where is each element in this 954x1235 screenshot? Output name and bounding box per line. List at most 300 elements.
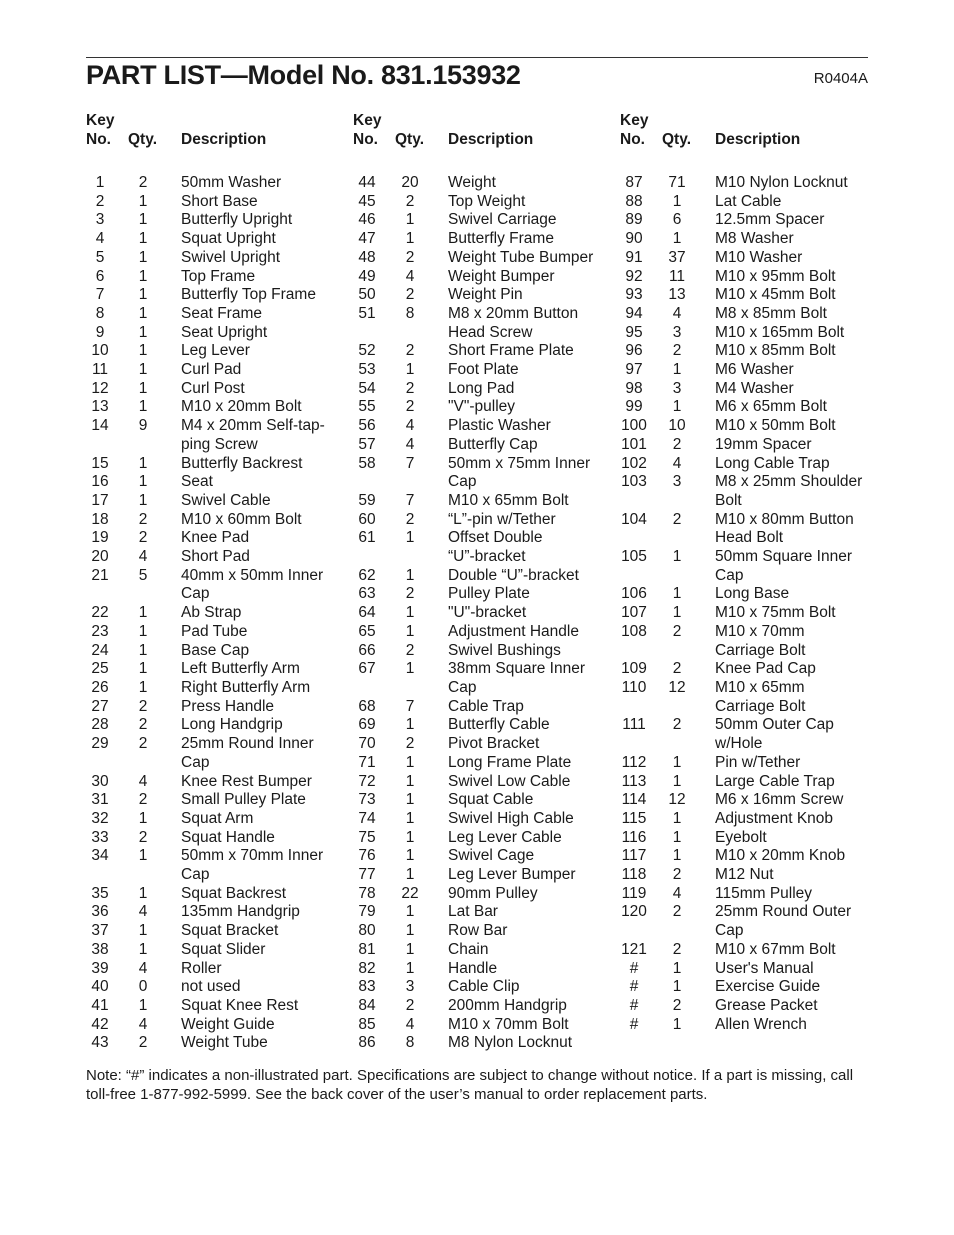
part-description: Leg Lever Bumper [448,866,576,884]
quantity: 12 [668,678,686,696]
part-description: M10 x 20mm Bolt [181,398,302,416]
key-number: 117 [621,847,647,865]
part-row [620,193,890,212]
quantity: 1 [672,548,682,566]
part-row [620,679,890,716]
key-number: 67 [358,660,376,678]
part-row [86,193,356,212]
quantity: 2 [672,716,682,734]
quantity: 1 [138,884,148,902]
part-description: Offset Double “U”-bracket [448,529,543,566]
quantity: 4 [138,1015,148,1033]
part-row [620,847,890,866]
key-number: 2 [95,192,105,210]
key-number: 48 [358,248,376,266]
quantity: 1 [138,230,148,248]
part-description: Curl Pad [181,361,242,379]
quantity: 13 [668,286,686,304]
part-description: M10 x 95mm Bolt [715,267,836,285]
key-number: 38 [91,940,109,958]
part-row [86,604,356,623]
part-description: Foot Plate [448,361,519,379]
part-description: M10 Nylon Locknut [715,174,848,191]
part-description: Swivel Carriage [448,211,557,229]
part-description: 115mm Pulley [715,884,813,902]
part-description: Squat Slider [181,940,266,958]
part-row [86,773,356,792]
quantity: 1 [138,809,148,827]
part-row [86,735,356,772]
part-row [86,174,356,193]
part-description: Knee Pad Cap [715,660,816,678]
document-code: R0404A [813,70,868,87]
quantity: 3 [672,379,682,397]
part-description: Weight Pin [448,286,523,304]
part-description: Short Base [181,192,258,210]
key-number: 80 [358,922,376,940]
part-row [353,941,623,960]
part-description: Squat Backrest [181,884,287,902]
quantity: 1 [405,753,415,771]
part-description: "U"-bracket [448,604,527,622]
part-row [620,455,890,474]
part-row [620,829,890,848]
quantity: 1 [138,940,148,958]
part-row [86,511,356,530]
quantity: 2 [672,903,682,921]
quantity: 2 [405,342,415,360]
quantity: 1 [405,903,415,921]
part-description: 50mm Square Inner Cap [715,548,852,584]
part-description: Grease Packet [715,996,818,1014]
part-row [86,398,356,417]
quantity: 4 [405,435,415,453]
key-number: 105 [621,548,647,566]
quantity: 1 [672,230,682,248]
part-row [620,754,890,773]
key-number: 75 [358,828,376,846]
quantity: 4 [138,903,148,921]
part-row [353,922,623,941]
part-row [353,1016,623,1035]
key-number: 20 [91,548,109,566]
part-row [353,455,623,492]
part-description: Weight Guide [181,1015,275,1033]
part-row [620,398,890,417]
part-description: 40mm x 50mm Inner Cap [181,566,324,603]
part-description: M8 Nylon Locknut [448,1034,573,1052]
quantity: 11 [668,267,686,285]
key-number: 87 [625,174,643,191]
part-row [86,997,356,1016]
part-description: Long Frame Plate [448,753,572,771]
part-row [86,268,356,287]
part-row [86,829,356,848]
part-row [353,978,623,997]
part-description: Swivel Low Cable [448,772,571,790]
part-description: Handle [448,959,498,977]
key-number: 60 [358,510,376,528]
quantity: 5 [138,566,148,584]
part-row [86,342,356,361]
part-description: Butterfly Upright [181,211,293,229]
part-row [353,829,623,848]
key-header-line1: Key [86,112,115,129]
part-description: Adjustment Knob [715,809,834,827]
key-number: 64 [358,604,376,622]
key-number: 29 [91,735,109,753]
key-number: 31 [91,791,109,809]
quantity: 1 [138,660,148,678]
part-description: Weight Tube [181,1034,268,1052]
part-row [353,174,623,193]
part-row [353,398,623,417]
description-header: Description [181,131,267,148]
part-row [620,773,890,792]
part-row [86,716,356,735]
quantity: 1 [138,361,148,379]
key-number: 98 [625,379,643,397]
key-number: 18 [91,510,109,528]
part-row [620,286,890,305]
quantity: 1 [138,491,148,509]
key-number: 115 [621,809,647,827]
key-number: 11 [91,361,109,379]
part-row [620,230,890,249]
part-description: 50mm Washer [181,174,282,191]
key-number: 46 [358,211,376,229]
part-description: Squat Handle [181,828,275,846]
quantity: 1 [405,660,415,678]
part-description: Swivel Upright [181,248,281,266]
key-number: 10 [91,342,109,360]
part-row [86,941,356,960]
part-row [86,791,356,810]
quantity: 2 [405,398,415,416]
key-number: 51 [358,304,376,322]
key-number: 14 [91,417,109,435]
part-row [86,305,356,324]
part-row [620,1016,890,1035]
part-row [353,642,623,661]
part-row [353,492,623,511]
key-number: 3 [95,211,105,229]
part-description: 50mm Outer Cap w/Hole [715,716,834,753]
part-description: Squat Knee Rest [181,996,299,1014]
part-description: Small Pulley Plate [181,791,306,809]
key-number: 1 [95,174,105,191]
key-number: 5 [95,248,105,266]
key-number: 119 [621,884,647,902]
part-description: Adjustment Handle [448,622,579,640]
quantity: 2 [405,641,415,659]
part-description: Butterfly Cable [448,716,550,734]
key-number: 99 [625,398,643,416]
key-number: 86 [358,1034,376,1052]
part-description: Swivel High Cable [448,809,574,827]
part-description: M10 x 165mm Bolt [715,323,845,341]
quantity: 2 [138,174,148,191]
key-number: 8 [95,304,105,322]
part-row [620,511,890,548]
quantity: 2 [138,735,148,753]
part-row [620,941,890,960]
key-number: 120 [621,903,647,921]
key-number: 22 [91,604,109,622]
parts-column-3 [620,110,890,1034]
part-description: Roller [181,959,222,977]
quantity: 1 [138,996,148,1014]
key-number: 30 [91,772,109,790]
quantity: 6 [672,211,682,229]
quantity: 2 [138,1034,148,1052]
part-description: Eyebolt [715,828,767,846]
quantity: 1 [138,622,148,640]
quantity: 3 [672,323,682,341]
quantity: 2 [672,996,682,1014]
footnote: Note: “#” indicates a non-illustrated part. Specifications are subject to change without notice. If a part is missing, call toll-free 1-877-992-5999. See the back cover of the user’s manual to order replacement parts. [86,1067,854,1103]
key-number: 92 [625,267,643,285]
part-row [86,978,356,997]
key-number: # [629,978,639,996]
quantity: 1 [138,847,148,865]
key-number: 94 [625,304,643,322]
part-description: Pivot Bracket [448,735,540,753]
key-number: 59 [358,491,376,509]
part-row [620,548,890,585]
part-row [86,230,356,249]
part-row [86,1034,356,1053]
key-number: 42 [91,1015,109,1033]
part-row [620,436,890,455]
part-description: Butterfly Cap [448,435,538,453]
part-description: 50mm x 75mm Inner Cap [448,454,591,491]
part-row [86,380,356,399]
part-description: Chain [448,940,489,958]
key-number: 44 [358,174,376,191]
key-number: 19 [91,529,109,547]
part-row [620,997,890,1016]
part-description: Short Pad [181,548,250,566]
quantity: 1 [672,828,682,846]
quantity: 22 [401,884,419,902]
quantity: 0 [138,978,148,996]
quantity: 1 [405,230,415,248]
part-row [353,698,623,717]
key-number: 91 [625,248,643,266]
quantity: 4 [672,304,682,322]
key-number: 76 [358,847,376,865]
part-description: M8 x 25mm Shoulder Bolt [715,473,863,509]
part-row [86,455,356,474]
quantity: 8 [405,304,415,322]
part-description: User's Manual [715,959,814,977]
quantity: 2 [672,660,682,678]
part-row [86,960,356,979]
quantity: 1 [405,847,415,865]
part-description: Plastic Washer [448,417,551,435]
quantity: 2 [672,622,682,640]
quantity: 1 [405,809,415,827]
key-number: 72 [358,772,376,790]
top-rule [86,57,868,58]
key-number: # [629,1015,639,1033]
key-number: 12 [91,379,109,397]
quantity: 3 [672,473,682,491]
key-number: 13 [91,398,109,416]
part-description: Leg Lever [181,342,250,360]
part-description: M4 x 20mm Self-tap- ping Screw [181,417,325,453]
key-number: 112 [621,753,647,771]
part-row [353,585,623,604]
quantity: 1 [138,211,148,229]
quantity: 4 [405,417,415,435]
quantity: 2 [405,286,415,304]
part-row [353,623,623,642]
key-number: 85 [358,1015,376,1033]
key-number: 78 [358,884,376,902]
key-number: 53 [358,361,376,379]
part-description: Swivel Cage [448,847,535,865]
quantity: 1 [405,959,415,977]
key-number: 79 [358,903,376,921]
part-row [353,866,623,885]
key-number: 17 [91,491,109,509]
quantity: 1 [672,978,682,996]
key-number: 55 [358,398,376,416]
part-description: Cable Clip [448,978,520,996]
part-description: M10 x 75mm Bolt [715,604,836,622]
part-row [620,473,890,510]
part-row [86,847,356,884]
part-description: Butterfly Frame [448,230,554,248]
column-header [86,110,356,174]
qty-header: Qty. [662,131,691,148]
part-description: Long Base [715,585,790,603]
quantity: 1 [138,641,148,659]
part-row [86,567,356,604]
quantity: 2 [405,996,415,1014]
key-number: 33 [91,828,109,846]
quantity: 71 [668,174,686,191]
quantity: 2 [405,510,415,528]
parts-rows [353,174,623,1053]
part-description: Press Handle [181,697,275,715]
part-row [620,380,890,399]
part-row [86,903,356,922]
quantity: 1 [405,772,415,790]
part-row [353,529,623,566]
key-number: 54 [358,379,376,397]
quantity: 7 [405,491,415,509]
quantity: 1 [405,940,415,958]
part-row [86,885,356,904]
part-row [353,997,623,1016]
part-row [620,660,890,679]
quantity: 4 [138,772,148,790]
key-number: 77 [358,866,376,884]
part-row [86,679,356,698]
part-row [620,324,890,343]
description-header: Description [448,131,534,148]
part-row [86,492,356,511]
key-number: 34 [91,847,109,865]
part-description: M10 x 60mm Bolt [181,510,302,528]
part-description: M10 x 70mm Carriage Bolt [715,622,806,659]
quantity: 1 [672,753,682,771]
key-number: 82 [358,959,376,977]
quantity: 2 [138,716,148,734]
part-description: Allen Wrench [715,1015,807,1033]
key-number: 15 [91,454,109,472]
quantity: 1 [672,809,682,827]
quantity: 8 [405,1034,415,1052]
key-number: 63 [358,585,376,603]
part-row [620,249,890,268]
key-number: 47 [358,230,376,248]
part-row [86,286,356,305]
part-description: Row Bar [448,922,508,940]
part-row [353,791,623,810]
part-row [353,511,623,530]
quantity: 2 [405,248,415,266]
part-description: Squat Upright [181,230,276,248]
part-description: M10 x 50mm Bolt [715,417,836,435]
quantity: 12 [668,791,686,809]
part-row [353,230,623,249]
key-number: 95 [625,323,643,341]
quantity: 2 [672,342,682,360]
part-row [620,604,890,623]
part-row [86,417,356,454]
part-row [620,417,890,436]
quantity: 2 [138,529,148,547]
key-number: 104 [621,510,647,528]
part-description: M8 x 85mm Bolt [715,304,827,322]
key-number: 4 [95,230,105,248]
part-row [620,342,890,361]
key-number: 107 [621,604,647,622]
key-number: 114 [621,791,647,809]
part-row [620,174,890,193]
key-number: 66 [358,641,376,659]
part-row [620,623,890,660]
quantity: 1 [138,454,148,472]
part-description: Seat Upright [181,323,268,341]
part-description: Lat Bar [448,903,498,921]
quantity: 1 [672,398,682,416]
quantity: 1 [138,604,148,622]
part-description: Pin w/Tether [715,753,801,771]
quantity: 4 [672,884,682,902]
key-number: 83 [358,978,376,996]
quantity: 1 [405,566,415,584]
key-number: 103 [621,473,647,491]
quantity: 7 [405,454,415,472]
part-row [86,249,356,268]
key-header-line1: Key [353,112,382,129]
key-header-line1: Key [620,112,649,129]
quantity: 1 [138,342,148,360]
part-row [620,960,890,979]
key-number: 41 [91,996,109,1014]
key-number: 57 [358,435,376,453]
key-number: 116 [621,828,647,846]
key-number: 68 [358,697,376,715]
key-number: 96 [625,342,643,360]
part-row [620,716,890,753]
quantity: 3 [405,978,415,996]
